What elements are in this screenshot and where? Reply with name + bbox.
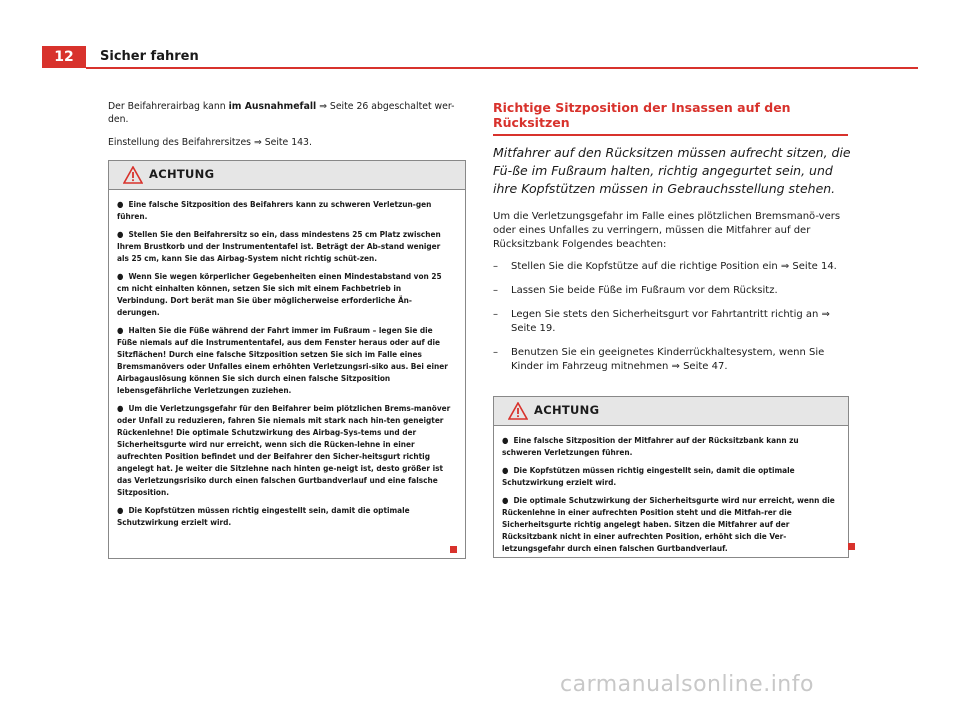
warning-item (117, 270, 453, 318)
header-title: Sicher fahren (100, 49, 199, 64)
warning-item (117, 228, 453, 264)
left-warning-title: ACHTUNG (149, 167, 215, 181)
list-item-text[interactable]: Stellen Sie die Kopfstütze auf die richtige Position ein ⇒ Seite 14. (511, 261, 837, 272)
warning-triangle-icon (123, 166, 143, 184)
warning-item-text: Eine falsche Sitzposition des Beifahrers kann zu schweren Verletzun-gen führen. (117, 199, 432, 221)
warning-item-text: Die optimale Schutzwirkung der Sicherheitsgurte wird nur erreicht, wenn die Rückenlehne in einer aufrechten Position steht und die Mitfah-rer die Sicherheitsgurte richtig angelegt haben. Sitzen die Mitfahrer auf der Rücksitzbank nicht in einer aufrechten Position, erhöht sich die Ver-letzungsgefahr durch einen falschen Gurtbandverlauf. (502, 495, 835, 553)
page-number: 12 (42, 46, 86, 68)
right-warning-title: ACHTUNG (534, 403, 600, 417)
header-rule (86, 67, 918, 69)
warning-item-text: Eine falsche Sitzposition der Mitfahrer auf der Rücksitzbank kann zu schweren Verletzungen führen. (502, 435, 799, 457)
warning-item-text: Wenn Sie wegen körperlicher Gegebenheiten einen Mindestabstand von 25 cm nicht einhalten können, setzen Sie sich mit einem Fachbetrieb in Verbindung. Dort berät man Sie über möglicherweise erforderliche Än-derungen. (117, 271, 442, 317)
bullet: ● (502, 435, 509, 445)
bullet: ● (117, 505, 124, 515)
dash: – (493, 309, 498, 320)
left-warning-body (109, 190, 465, 542)
para1-text: Der Beifahrerairbag kann (108, 101, 229, 112)
section-end-mark (450, 546, 457, 553)
warning-triangle-icon (508, 402, 528, 420)
warning-item (117, 198, 453, 222)
list-item (493, 308, 853, 336)
bullet: ● (502, 465, 509, 475)
warning-item (502, 464, 836, 488)
warning-item (502, 434, 836, 458)
left-paragraph-2[interactable]: Einstellung des Beifahrersitzes ⇒ Seite 143. (108, 137, 312, 148)
left-warning-box (108, 160, 466, 559)
list-item (493, 346, 853, 374)
bullet: ● (117, 229, 124, 239)
bullet: ● (117, 403, 124, 413)
dash: – (493, 261, 498, 272)
list-item-text: Lassen Sie beide Füße im Fußraum vor dem Rücksitz. (511, 285, 778, 296)
left-warning-header (109, 161, 465, 190)
warning-item-text: Halten Sie die Füße während der Fahrt immer im Fußraum – legen Sie die Füße niemals auf die Instrumententafel, aus dem Fenster heraus oder auf die Sitzflächen! Durch eine falsche Sitzposition setzen Sie sich im Falle eines Bremsmanövers oder Unfalles einem erhöhten Verletzungsri-siko aus. Bei einer Airbagauslösung können Sie sich durch einen falsche Sitzposition lebensgefährliche Verletzungen zuziehen. (117, 325, 448, 395)
list-item (493, 260, 853, 274)
section-paragraph: Um die Verletzungsgefahr im Falle eines plötzlichen Bremsmanö-vers oder eines Unfalles zu verringern, müssen die Mitfahrer auf der Rücksitzbank Folgendes beachten: (493, 211, 841, 250)
para1-link-text[interactable]: ⇒ Seite 26 abgeschaltet wer-den. (108, 101, 455, 125)
para1-bold-text: im Ausnahmefall (228, 101, 317, 112)
left-paragraph-1 (108, 100, 464, 126)
watermark: carmanualsonline.info (560, 672, 814, 697)
section-title: Richtige Sitzposition der Insassen auf den Rücksitzen (493, 100, 848, 136)
dash: – (493, 347, 498, 358)
warning-item-text: Die Kopfstützen müssen richtig eingestellt sein, damit die optimale Schutzwirkung erzielt wird. (117, 505, 410, 527)
warning-item-text: Die Kopfstützen müssen richtig eingestellt sein, damit die optimale Schutzwirkung erzielt wird. (502, 465, 795, 487)
bullet: ● (117, 199, 124, 209)
list-item-text[interactable]: Benutzen Sie ein geeignetes Kinderrückhaltesystem, wenn Sie Kinder im Fahrzeug mitnehmen ⇒ Seite 47. (511, 347, 825, 372)
right-warning-header (494, 397, 848, 426)
warning-item (502, 494, 836, 554)
left-column (108, 100, 464, 159)
warning-item (117, 402, 453, 498)
warning-item-text: Stellen Sie den Beifahrersitz so ein, dass mindestens 25 cm Platz zwischen Ihrem Brustkorb und der Instrumententafel ist. Beträgt der Ab-stand weniger als 25 cm, kann Sie das Airbag-System nicht richtig schüt-zen. (117, 229, 441, 263)
warning-item (117, 324, 453, 396)
right-warning-body (494, 426, 848, 568)
dash: – (493, 285, 498, 296)
section-intro: Mitfahrer auf den Rücksitzen müssen aufrecht sitzen, die Fü-ße im Fußraum halten, richtig angegurtet sein, und ihre Kopfstützen müssen in Gebrauchsstellung stehen. (493, 145, 851, 196)
right-warning-box (493, 396, 849, 558)
warning-item-text: Um die Verletzungsgefahr für den Beifahrer beim plötzlichen Brems-manöver oder Unfall zu reduzieren, fahren Sie niemals mit stark nach hin-ten geneigter Rückenlehne! Die optimale Schutzwirkung des Airbag-Sys-tems und der Sicherheitsgurte wird nur erreicht, wenn sich die Rücken-lehne in einer aufrechten Position befindet und der Beifahrer den Sicher-heitsgurt richtig angelegt hat. Je weiter die Sitzlehne nach hinten ge-neigt ist, desto größer ist das Verletzungsrisiko durch einen falschen Gurtbandverlauf und eine falsche Sitzposition. (117, 403, 451, 497)
bullet: ● (502, 495, 509, 505)
right-column (493, 100, 853, 384)
list-item-text[interactable]: Legen Sie stets den Sicherheitsgurt vor Fahrtantritt richtig an ⇒ Seite 19. (511, 309, 830, 334)
list-item (493, 284, 853, 298)
bullet: ● (117, 271, 124, 281)
warning-item (117, 504, 453, 528)
bullet: ● (117, 325, 124, 335)
section-end-mark (848, 543, 855, 550)
